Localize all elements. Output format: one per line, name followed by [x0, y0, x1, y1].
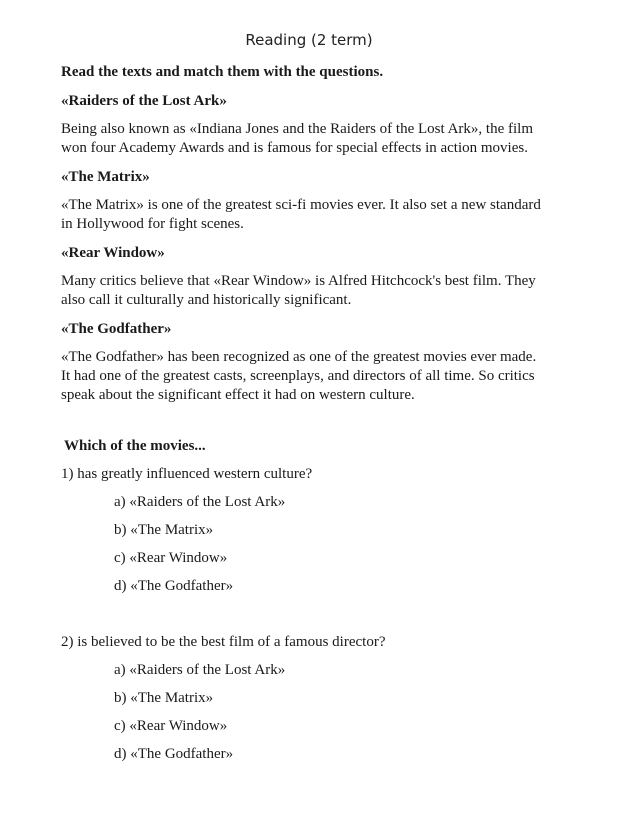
answer-options: [61, 492, 561, 596]
text-line: Being also known as «Indiana Jones and the Raiders of the Lost Ark», the film: [61, 121, 533, 137]
questions-section: [61, 436, 561, 764]
question-1: [61, 464, 561, 596]
text-line: in Hollywood for fight scenes.: [61, 216, 244, 232]
question-text: 1) has greatly influenced western culture?: [61, 466, 313, 482]
answer-option-c[interactable]: c) «Rear Window»: [114, 550, 228, 566]
answer-option-b[interactable]: b) «The Matrix»: [114, 690, 214, 706]
questions-heading: Which of the movies...: [64, 438, 206, 454]
text-line: also call it culturally and historically significant.: [61, 292, 352, 308]
text-line: «The Godfather» has been recognized as one of the greatest movies ever made.: [61, 349, 537, 365]
question-text: 2) is believed to be the best film of a famous director?: [61, 634, 386, 650]
text-block-raiders: [61, 91, 561, 158]
text-line: It had one of the greatest casts, screenplays, and directors of all time. So critics: [61, 368, 535, 384]
text-block-godfather: [61, 319, 561, 405]
answer-option-d[interactable]: d) «The Godfather»: [114, 578, 234, 594]
text-heading: «The Matrix»: [61, 169, 150, 185]
answer-option-b[interactable]: b) «The Matrix»: [114, 522, 214, 538]
answer-option-a[interactable]: a) «Raiders of the Lost Ark»: [114, 662, 286, 678]
text-block-matrix: [61, 167, 561, 234]
text-heading: «Rear Window»: [61, 245, 165, 261]
text-heading: «Raiders of the Lost Ark»: [61, 93, 227, 109]
text-line: speak about the significant effect it had on western culture.: [61, 387, 415, 403]
text-line: Many critics believe that «Rear Window» is Alfred Hitchcock's best film. They: [61, 273, 536, 289]
answer-option-d[interactable]: d) «The Godfather»: [114, 746, 234, 762]
text-line: won four Academy Awards and is famous for special effects in action movies.: [61, 140, 528, 156]
text-heading: «The Godfather»: [61, 321, 172, 337]
page-title: Reading (2 term): [245, 31, 373, 49]
text-line: «The Matrix» is one of the greatest sci-fi movies ever. It also set a new standard: [61, 197, 541, 213]
question-2: [61, 632, 561, 764]
instruction: Read the texts and match them with the questions.: [61, 64, 384, 80]
text-block-rear-window: [61, 243, 561, 310]
answer-option-a[interactable]: a) «Raiders of the Lost Ark»: [114, 494, 286, 510]
answer-option-c[interactable]: c) «Rear Window»: [114, 718, 228, 734]
answer-options: [61, 660, 561, 764]
reading-texts: [61, 62, 561, 405]
